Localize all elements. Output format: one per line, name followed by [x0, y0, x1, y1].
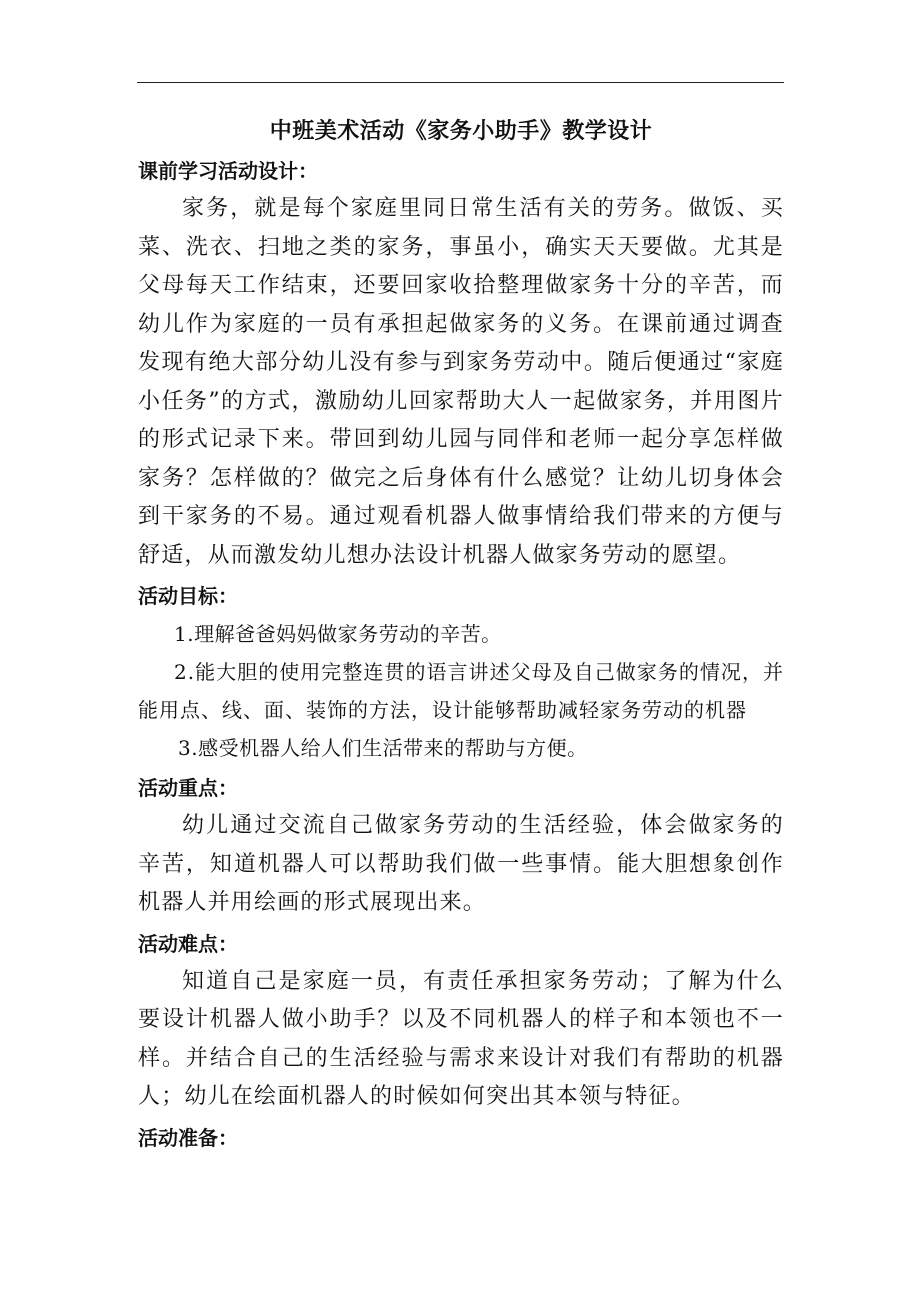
goal-item-1: 1.理解爸爸妈妈做家务劳动的辛苦。: [174, 622, 502, 646]
section-heading-pre-class: 课前学习活动设计：: [138, 159, 318, 183]
section-heading-difficulties: 活动难点：: [138, 931, 238, 956]
goal-item-3: 3.感受机器人给人们生活带来的帮助与方便。: [178, 736, 588, 760]
section-heading-preparation: 活动准备：: [138, 1125, 238, 1150]
difficulties-paragraph: 知道自己是家庭一员，有责任承担家务劳动；了解为什么要设计机器人做小助手？以及不同机器人的样子和本领也不一样。并结合自己的生活经验与需求来设计对我们有帮助的机器人；幼儿在绘面机器人的时候如何突出其本领与特征。: [138, 968, 784, 1109]
pre-class-paragraph: 家务，就是每个家庭里同日常生活有关的劳务。做饭、买菜、洗衣、扫地之类的家务，事虽小，确实天天要做。尤其是父母每天工作结束，还要回家收拾整理做家务十分的辛苦，而幼儿作为家庭的一员有承担起做家务的义务。在课前通过调查发现有绝大部分幼儿没有参与到家务劳动中。随后便通过“家庭小任务”的方式，激励幼儿回家帮助大人一起做家务，并用图片的形式记录下来。带回到幼儿园与同伴和老师一起分享怎样做家务？怎样做的？做完之后身体有什么感觉？让幼儿切身体会到干家务的不易。通过观看机器人做事情给我们带来的方便与舒适，从而激发幼儿想办法设计机器人做家务劳动的愿望。: [138, 196, 784, 568]
section-heading-key-points: 活动重点：: [138, 776, 238, 800]
header-rule: [137, 82, 784, 83]
section-heading-goals: 活动目标：: [138, 584, 238, 608]
key-points-paragraph: 幼儿通过交流自己做家务劳动的生活经验，体会做家务的辛苦，知道机器人可以帮助我们做一些事情。能大胆想象创作机器人并用绘画的形式展现出来。: [138, 813, 784, 915]
goal-item-2: 2.能大胆的使用完整连贯的语言讲述父母及自己做家务的情况，并能用点、线、面、装饰的方法，设计能够帮助减轻家务劳动的机器: [138, 660, 784, 722]
document-title: 中班美术活动《家务小助手》教学设计: [269, 119, 653, 144]
document-body: [138, 112, 784, 1157]
